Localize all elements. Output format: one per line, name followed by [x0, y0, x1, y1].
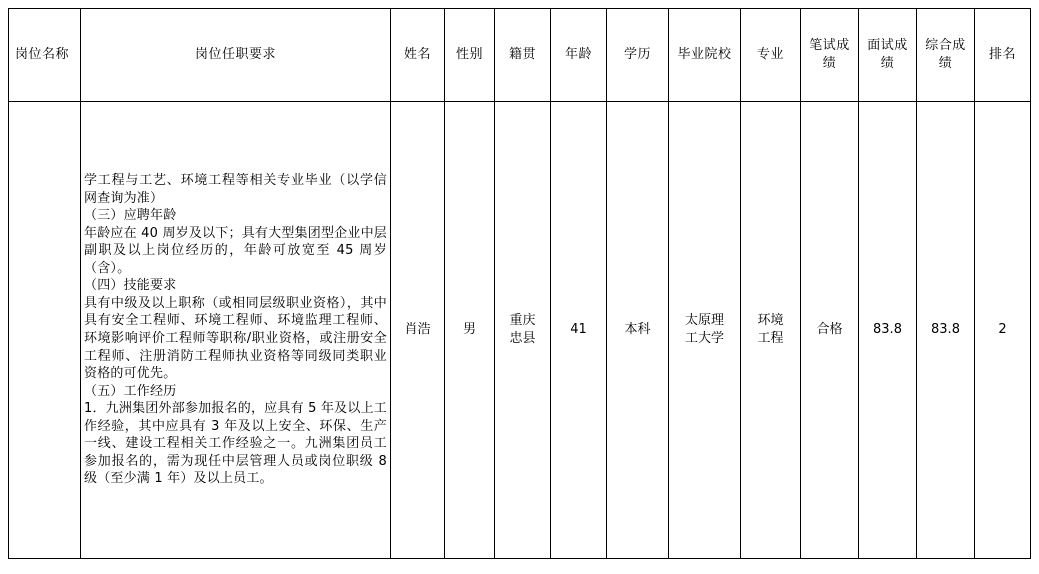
column-header-native-place: 籍贯: [495, 9, 551, 102]
requirement-paragraph: 年龄应在 40 周岁及以下；具有大型集团型企业中层副职及以上岗位经历的，年龄可放宽至 45 周岁（含）。: [84, 225, 387, 276]
school-line: 工大学: [684, 331, 724, 346]
school-line: 太原理: [684, 313, 724, 329]
requirement-paragraph: 学工程与工艺、环境工程等相关专业毕业（以学信网查询为准）: [84, 173, 387, 206]
column-header-total-score: 综合成绩: [917, 9, 975, 102]
major-line: 环境: [757, 313, 784, 329]
column-header-written-score: 笔试成绩: [801, 9, 859, 102]
column-header-interview-score: 面试成绩: [859, 9, 917, 102]
cell-rank: 2: [975, 102, 1031, 559]
requirement-paragraph: （三）应聘年龄: [84, 208, 177, 224]
cell-name: 肖浩: [391, 102, 445, 559]
column-header-requirements: 岗位任职要求: [81, 9, 391, 102]
column-header-name: 姓名: [391, 9, 445, 102]
candidate-table: [8, 8, 1031, 559]
requirement-paragraph: （五）工作经历: [84, 383, 177, 399]
cell-total-score: 83.8: [917, 102, 975, 559]
native-place-line: 重庆: [509, 313, 536, 329]
cell-age: 41: [551, 102, 607, 559]
column-header-education: 学历: [607, 9, 669, 102]
cell-post-name: [9, 102, 81, 559]
column-header-gender: 性别: [445, 9, 495, 102]
cell-written-score: 合格: [801, 102, 859, 559]
cell-native-place: [495, 102, 551, 559]
column-header-age: 年龄: [551, 9, 607, 102]
column-header-rank: 排名: [975, 9, 1031, 102]
cell-major: [741, 102, 801, 559]
requirement-paragraph: （四）技能要求: [84, 278, 177, 294]
cell-school: [669, 102, 741, 559]
column-header-post-name: 岗位名称: [9, 9, 81, 102]
column-header-school: 毕业院校: [669, 9, 741, 102]
cell-gender: 男: [445, 102, 495, 559]
column-header-major: 专业: [741, 9, 801, 102]
requirement-paragraph: 具有中级及以上职称（或相同层级职业资格），其中具有安全工程师、环境工程师、环境监理工程师、环境影响评价工程师等职称/职业资格，或注册安全工程师、注册消防工程师执业资格等同级同类职业资格的可优先。: [84, 295, 387, 382]
table-header-row: [9, 9, 1031, 102]
cell-requirements: [81, 102, 391, 559]
table-row: [9, 102, 1031, 559]
native-place-line: 忠县: [509, 331, 536, 346]
major-line: 工程: [757, 331, 784, 346]
cell-interview-score: 83.8: [859, 102, 917, 559]
requirement-paragraph: 1．九洲集团外部参加报名的，应具有 5 年及以上工作经验，其中应具有 3 年及以上安全、环保、生产一线、建设工程相关工作经验之一。九洲集团员工参加报名的，需为现任中层管理人员或岗位职级 8 级（至少满 1 年）及以上员工。: [84, 401, 387, 487]
cell-education: 本科: [607, 102, 669, 559]
